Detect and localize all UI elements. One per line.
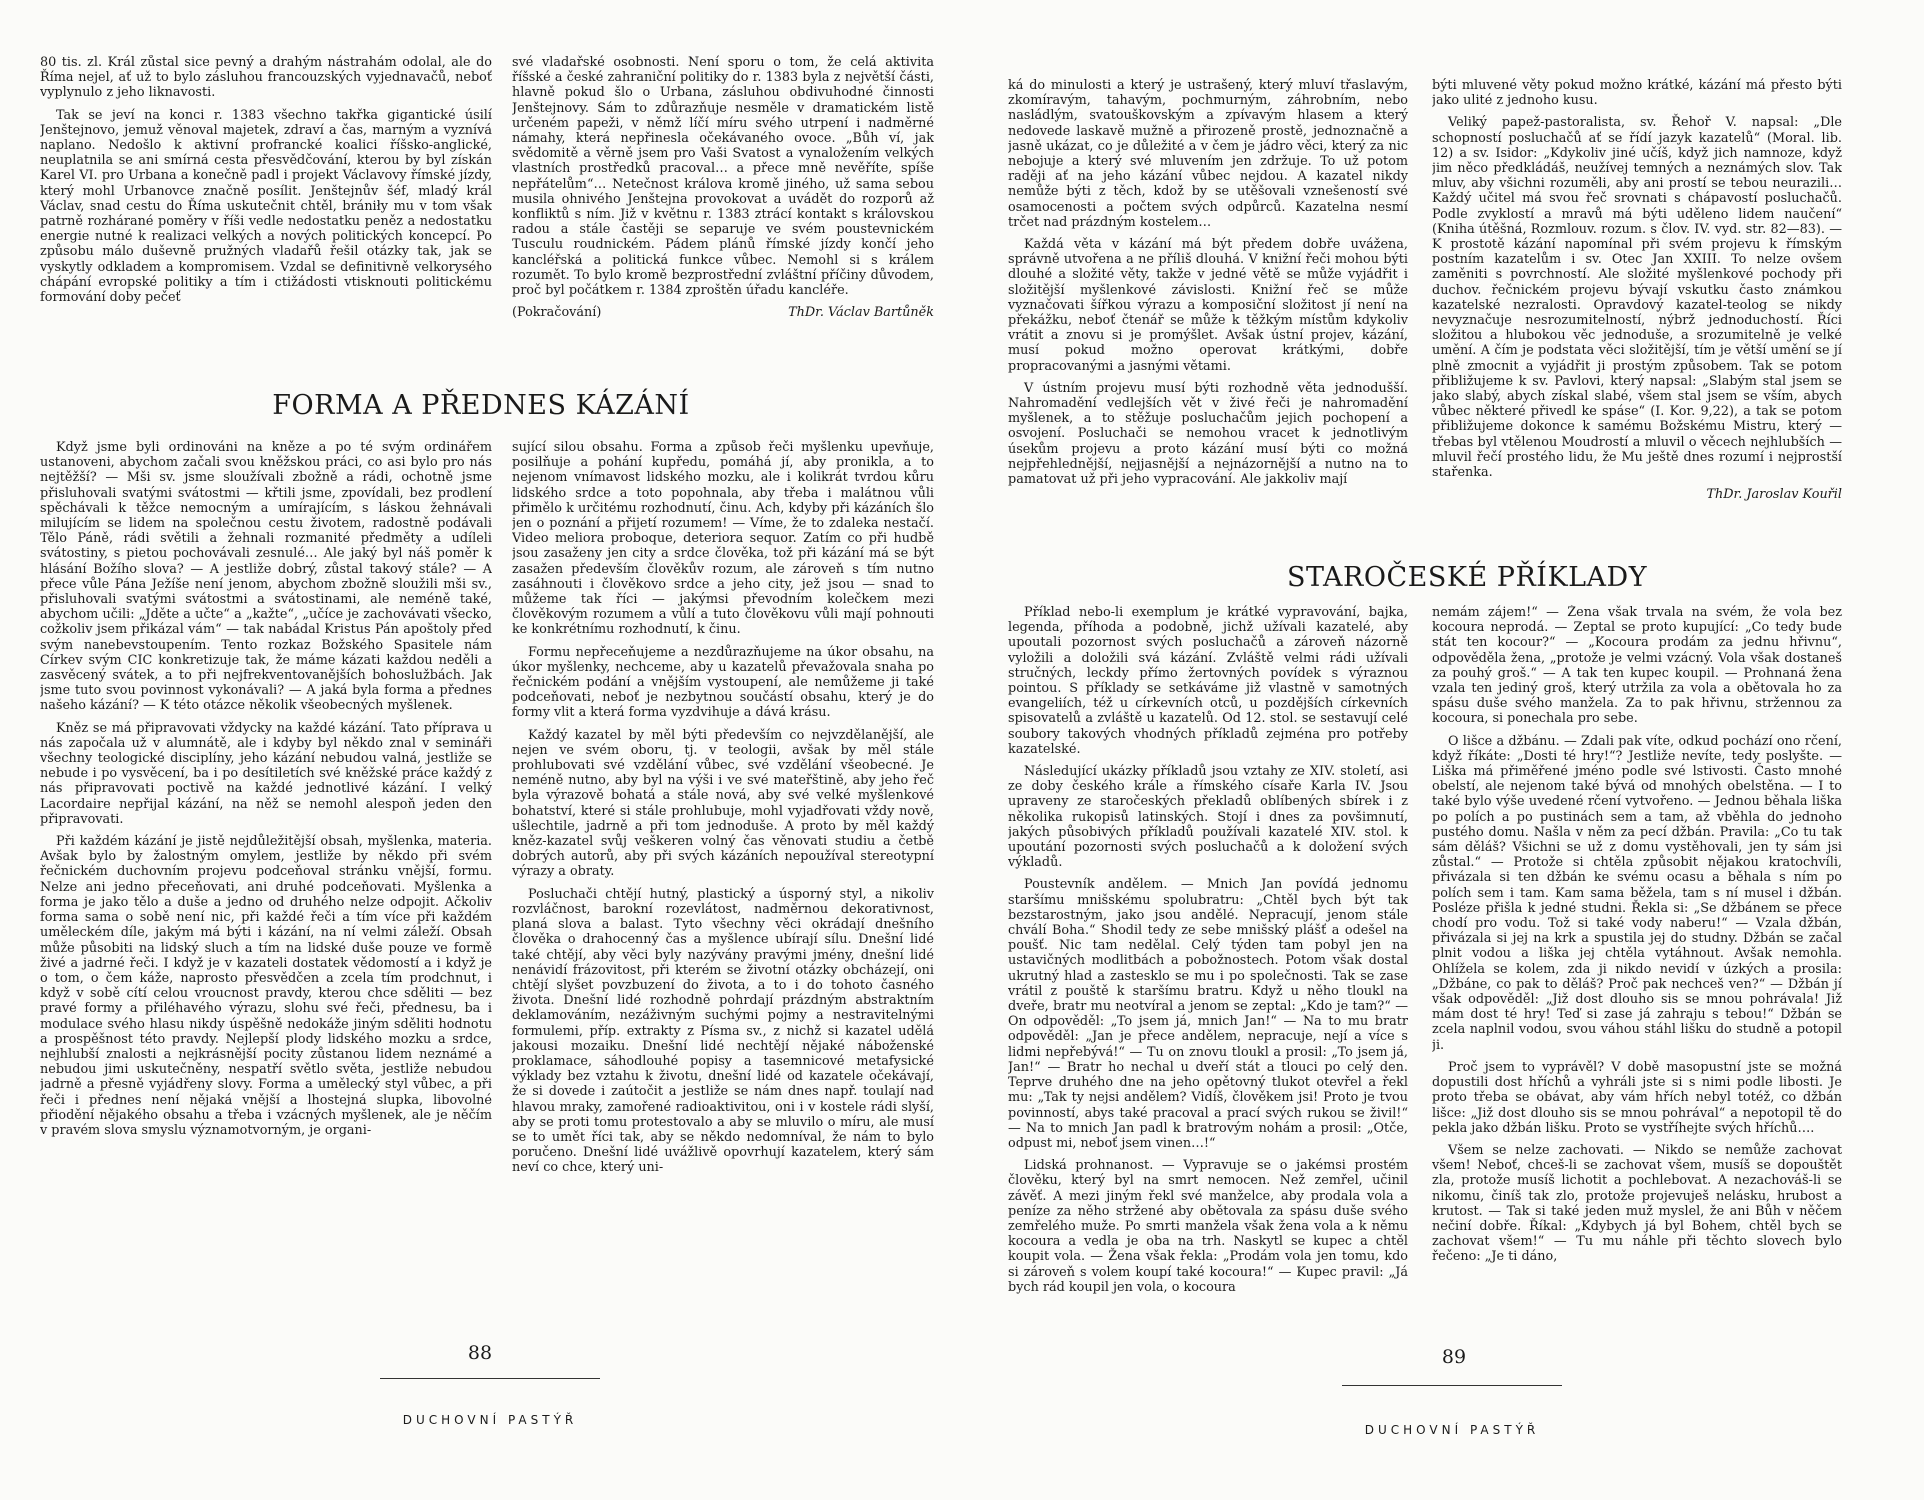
article-col1 [40, 440, 492, 1305]
paragraph: nemám zájem!“ — Žena však trvala na svém, že vola bez kocoura neprodá. — Zeptal se proto kupující: „Co tedy bude stát ten kocour?“ — „Kocoura prodám za jednu hřivnu“, odpověděla žena, „protože je velmi vzácný. Vola však dostaneš za pouhý groš.“ — A tak ten kupec koupil. — Prohnaná žena vzala ten jediný groš, který utržila za vola a obětovala ho za spásu duše svého manžela. Za to pak hřivnu, stržennou za kocoura, si ponechala pro sebe. [1432, 605, 1842, 727]
paragraph: 80 tis. zl. Král zůstal sice pevný a drahým nástrahám odolal, ale do Říma nejel, ať už to bylo zásluhou francouzských vyjednavačů, neboť vyplynulo z jeho liknavosti. [40, 55, 492, 101]
example-story: Všem se nelze zachovati. — Nikdo se nemůže zachovat všem! Neboť, chceš-li se zachovat všem, musíš se dopouštět zla, protože musíš lichotit a pochlebovat. A nezachováš-li se nikomu, činíš tak zlo, protože projevuješ nelásku, hrubost a krutost. — Tak si také jeden muž myslel, že ani Bůh v něčem nečiní dobře. Říkal: „Kdybych já byl Bohem, chtěl bych se zachovat všem!“ — Tu mu náhle při těchto slovech bylo řečeno: „Je ti dáno, [1432, 1142, 1842, 1265]
paragraph: Při každém kázání je jistě nejdůležitější obsah, myšlenka, materia. Avšak bylo by žalostným omylem, jestliže by někdo při svém řečnickém duchovním projevu podceňoval stránku vnější, formu. Nelze ani jedno přeceňovati, ani druhé podceňovati. Myšlenka a forma je jako tělo a duše a jedno od druhého nelze odpojit. Ačkoliv forma sama o sobě není nic, při každé řeči a tím více při každém uměleckém díle, jakým má býti i kázání, na ní velmi záleží. Obsah může působiti na lidský sluch a tím na lidské duše pouze ve formě živé a jadrné řeči. I když je v kazateli dostatek vědomostí a i když je o tom, o čem káže, naprosto přesvědčen a zcela tím prodchnut, i když v sobě cítí celou vroucnost pravdy, kterou chce sděliti — bez pravé formy a přiléhavého výrazu, slohu své řeči, přednesu, ba i modulace svého hlasu nikdy úspěšně nedokáže jiným sděliti hodnotu a prospěšnost této pravdy. Nejlepší plody lidského mozku a srdce, nejhlubší znalosti a nejkrásnější pocity zůstanou lidem neznámé a nebudou jimi uskutečněny, nespatří světlo světa, jestliže nebudou jadrně a přesně vyjádřeny slovy. Forma a umělecký styl vůbec, a při řeči i přednes není nějaká vnější a lhostejná slupka, libovolné přiodění nějakého obsahu a třeba i vzácných myšlenek, ale je něčím v pravém slova smyslu významotvorným, je organi- [40, 834, 492, 1138]
example-story: O lišce a džbánu. — Zdali pak víte, odkud pochází ono rčení, když říkáte: „Dosti té hry!“? Jestliže nevíte, tedy poslyšte. — Liška má přiměřené jméno podle své lstivosti. Často mnohé obelstí, ale nejenom také bývá od mnohých obelstěna. — I to také bylo výše uvedené rčení vytvořeno. — Jednou běhala liška po polích a po pustinách sem a tam, až vběhla do jednoho pustého domu. Našla v něm za pecí džbán. Pravila: „Co tu tak sám děláš? Všichni se už z domu vystěhovali, jen ty sám jsi zůstal.“ — Protože si chtěla způsobit nějakou kratochvíli, přivázala si ten džbán ke svému ocasu a běhala s ním po polích sem i tam. Kam sama běžela, tam s ní musel i džbán. Posléze přišla k jedné studni. Řekla si: „Se džbánem se přece chodí pro vodu. Tož si také vody naberu!“ — Vzala džbán, přivázala si jej na krk a spustila jej do studny. Džbán se začal plnit vodou a liška jej chtěla vytáhnout. Avšak nemohla. Ohlížela se kolem, zda ji nikdo nevidí v úzkých a prosila: „Džbáne, co pak to děláš? Proč pak nechceš ven?“ — Džbán jí však odpověděl: „Již dost dlouho sis se mnou pohrávala! Již mám dost té hry! Teď si zase já zahraju s tebou!“ Džbán se zcela naplnil vodou, svou váhou stáhl lišku do studně a potopil ji. [1432, 733, 1842, 1053]
paragraph: Každý kazatel by měl býti především co nejvzdělanější, ale nejen ve svém oboru, tj. v teologii, avšak by měl stále prohlubovati své vzdělání vůbec, své vzdělání všeobecné. Je neméně nutno, aby byl na výši i ve své mateřštině, aby jeho řeč byla výrazově bohatá a stále nová, aby své velké myšlenkové bohatství, které si stále prohlubuje, mohl vyjadřovati vždy nově, ušlechtile, jadrně a při tom jednoduše. A proto by měl každý kněz-kazatel svůj veškeren volný čas věnovati studiu a četbě dobrých autorů, aby při svých kázáních nepoužíval stereotypní výrazy a obraty. [512, 727, 934, 880]
paragraph: Když jsme byli ordinováni na kněze a po té svým ordinářem ustanoveni, abychom začali svou kněžskou práci, co asi bylo pro nás nejtěžší? — Mši sv. jsme sloužívali zbožně a rádi, ochotně jsme přisluhovali svatými svátostmi — křtili jsme, zpovídali, bez prodlení spěchávali k těžce nemocným a umírajícím, s láskou žehnávali milujícím se lidem na společnou cestu životem, radostně podávali Tělo Páně, rádi světili a žehnali rozmanité předměty a udíleli svátostiny, s pietou pochovávali zesnulé… Ale jaký byl náš poměr k hlásání Božího slova? — A jestliže dobrý, zůstal takový stále? — A přece vůle Pána Ježíše není jenom, abychom zbožně sloužili mši sv., přisluhovali svatými svátostmi a svátostinami, ale neméně také, abychom učili: „Jděte a učte“ a „kažte“, „učíce je zachovávati všecko, cožkoliv jsem přikázal vám“ — tak nabádal Kristus Pán apoštoly před svým nanebevstoupením. Tento rozkaz Božského Spasitele nám Církev svým CIC konkretizuje tak, že máme kázati každou neděli a zasvěcený svátek, a to při nejfrekventovanějších bohoslužbách. Jak jsme tuto svou povinnost vykonávali? — A jaká byla forma a přednes našeho kázání? — K této otázce několik všeobecných myšlenek. [40, 440, 492, 714]
running-footer: DUCHOVNÍ PASTÝŘ [402, 1413, 578, 1427]
paragraph: Každá věta v kázání má být předem dobře uvážena, správně utvořena a ne příliš dlouhá. V knižní řeči mohou býti dlouhé a složité věty, takže v jedné větě se může vyjádřit i složitější myšlenkové závislosti. Knižní řeč se může vyznačovati šířkou výrazu a komposiční složitost jí není na překážku, neboť čtenář se může k těžkým místům kdykoliv vrátit a znovu si je promýšlet. Avšak ústní projev, kázání, musí pokud možno operovat krátkými, dobře propracovanými a jasnými větami. [1008, 237, 1408, 374]
paragraph: ká do minulosti a který je ustrašený, který mluví třaslavým, zkomíravým, tahavým, pochmurným, záhrobním, nebo nasládlým, svatouškovským a zpívavým hlasem a který nedovede laskavě mužně a přirozeně prostě, jednoznačně a jasně ukázat, co je důležité a v čem je jádro věci, který za nic nebojuje a který své mluvením jen zdržuje. To už potom raději ať na jeho kázání vůbec nejdou. A kazatel nikdy nemůže býti z těch, kdož by se utěšovali vznešeností své osamocenosti a počtem svých odpůrců. Kazatelna nesmí trčet nad prázdným kostelem… [1008, 78, 1408, 230]
signature-row [512, 305, 934, 320]
paragraph: Proč jsem to vyprávěl? V době masopustní jste se možná dopustili dost hříchů a vyhráli jste si s nimi podle libosti. Je proto třeba se obávat, aby vám hřích nebyl totéž, co džbán lišce: „Již dost dlouho sis se mnou pohrával“ a nepotopil tě do pekla jako džbán lišku. Proto se vystříhejte svých hříchů…. [1432, 1059, 1842, 1136]
page-number: 89 [1441, 1346, 1467, 1368]
article-continuation-col2 [1432, 78, 1842, 538]
example-story: Poustevník andělem. — Mnich Jan povídá jednomu staršímu mnišskému spolubratru: „Chtěl bych být tak bezstarostným, jako jsou andělé. Nepracují, jenom stále chválí Boha.“ Shodil tedy ze sebe mnišský plášť a odešel na poušť. Nic tam nedělal. Celý týden tam pobyl jen na ustavičných modlitbách a pobožnostech. Potom však dostal ukrutný hlad a zastesklo se mu i po společnosti. Tak se zase vrátil z pouště k staršímu bratru. Když u něho tloukl na dveře, bratr mu neotvíral a jenom se zeptal: „Kdo je tam?“ — On odpověděl: „To jsem já, mnich Jan!“ — Na to mu bratr odpověděl: „Jan je přece andělem, nepracuje, nejí a více s lidmi nepřebývá!“ — Tu on znovu tloukl a prosil: „To jsem já, Jan!“ — Bratr ho nechal u dveří stát a tlouci po celý den. Teprve druhého dne na jeho opětovný tlukot otevřel a řekl mu: „Tak ty nejsi andělem? Vidíš, člověkem jsi! Proto je tvou povinností, abys také pracoval a prací svých rukou se živil!“ — Na to mnich Jan padl k bratrovým nohám a prosil: „Otče, odpust mi, neboť jsem vinen…!“ [1008, 877, 1408, 1151]
page-89 [962, 0, 1924, 1500]
paragraph: V ústním projevu musí býti rozhodně věta jednodušší. Nahromadění vedlejších vět v živé řeči je nahromadění myšlenek, a to stěžuje posluchačům jejich pochopení a osvojení. Posluchači se nemohou vracet k jednotlivým úsekům projevu a proto kázání musí býti co možná nejpřehlednější, nejjasnější a nejnázornější a nutno na to pamatovat už při jeho vypracování. Ale jakkoliv mají [1008, 380, 1408, 488]
paragraph: sující silou obsahu. Forma a způsob řeči myšlenku upevňuje, posilňuje a pohání kupředu, pomáhá jí, aby pronikla, a to nejenom vnímavost lidského mozku, ale i kolikrát tvrdou kůru lidského srdce a toto popohnala, aby třeba i malátnou vůli přimělo k určitému rozhodnutí, činu. Ach, kdyby při kázáních šlo jen o poznání a přijetí rozumem! — Víme, že to zdaleka nestačí. Video meliora proboque, deteriora sequor. Zatím co při hudbě jsou zasaženy jen city a srdce člověka, tož při kázání má se být zasažen především člověkův rozum, ale zároveň s tím nutno zasáhnouti i člověkovo srdce a jeho city, jež jsou — snad to můžeme tak říci — jakýmsi převodním kolečkem mezi člověkovým rozumem a vůlí a tuto člověkovu vůli mají pohnouti ke konkrétnímu rozhodnutí, k činu. [512, 440, 934, 638]
article-col1 [1008, 605, 1408, 1330]
page-number: 88 [467, 1342, 493, 1364]
author-signature: ThDr. Jaroslav Kouřil [1706, 487, 1842, 503]
article-continuation-col2 [512, 55, 934, 375]
continued-note: (Pokračování) [512, 305, 602, 321]
running-footer: DUCHOVNÍ PASTÝŘ [1364, 1423, 1540, 1437]
paragraph: Posluchači chtějí hutný, plastický a úsporný styl, a nikoliv rozvláčnost, barokní rozevlátost, nadměrnou dekorativnost, planá slova a balast. Tyto všechny věci okrádají dnešního člověka o drahocenný čas a myšlence ubírají sílu. Dnešní lidé také chtějí, aby věci byly nazývány pravými jmény, dnešní lidé nenávidí frázovitost, při kterém se životní otázky obcházejí, oni chtějí slyšet povzbuzení do života, a to i do tohoto časného života. Dnešní lidé rozhodně pohrdají prázdným abstraktním deklamováním, nezáživným suchými pojmy a nestravitelnými formulemi, příp. extrakty z Písma sv., z nichž si kazatel udělá jakousi mozaiku. Dnešní lidé nechtějí nějaké náboženské proklamace, sáhodlouhé popisy a tasemnicové metafysické výklady bez vztahu k životu, dnešní lidé od kazatele očekávají, že si dovede i zaútočit a jestliže se nám dnes např. toulají nad hlavou mraky, zamořené radioaktivitou, oni i v kostele rádi slyší, aby se proti tomu protestovalo a aby se mluvilo o míru, ale musí se to umět říci tak, aby se někdo nedomníval, že nám to bylo poručeno. Dnešní lidé uvážlivě opovrhují kazatelem, který sám neví co chce, který uni- [512, 886, 934, 1176]
author-signature: ThDr. Václav Bartůněk [788, 305, 934, 321]
paragraph: Kněz se má připravovati vždycky na každé kázání. Tato příprava u nás započala už v alumnátě, ale i kdyby byl někdo znal v semináři všechny teologické disciplíny, jeho kázání nebudou valná, jestliže se nebude i po vysvěcení, ba i po desítiletích své kněžské práce každý z nás připravovati poctivě na každé jednotlivé kázání. I velký Lacordaire nepřijal kázání, na něž se nemohl alespoň jeden den připravovati. [40, 720, 492, 827]
paragraph: býti mluvené věty pokud možno krátké, kázání má přesto býti jako ulité z jednoho kusu. [1432, 78, 1842, 109]
paragraph: Příklad nebo-li exemplum je krátké vypravování, bajka, legenda, příhoda a podobně, jichž užívali kazatelé, aby upoutali pozornost svých posluchačů a zároveň názorně vyložili a doložili svá kázání. Zvláště velmi rádi užívali stručných, leckdy přímo žertovných povídek s výraznou pointou. S příklady se setkáváme již vlastně v samotných evangeliích, též u církevních otců, u pozdějších církevních spisovatelů a zvláště u kazatelů. Od 12. stol. se sestavují celé soubory takových vhodných příkladů zejména pro potřeby kazatelské. [1008, 605, 1408, 757]
article-col2 [1432, 605, 1842, 1330]
paragraph: Následující ukázky příkladů jsou vztahy ze XIV. století, asi ze doby českého krále a římského císaře Karla IV. Jsou upraveny ze staročeských překladů oblíbených sbírek i z několika rukopisů latinských. Stojí i dnes za povšimnutí, jakých působivých příkladů používali kazatelé XIV. stol. k upoutání pozornosti svých posluchačů a k doložení svých výkladů. [1008, 764, 1408, 871]
paragraph: své vladařské osobnosti. Není sporu o tom, že celá aktivita říšské a české zahraniční politiky do r. 1383 byla z největší části, hlavně pokud šlo o Urbana, zásluhou obdivuhodné činnosti Jenštejnovy. Sám to zdůrazňuje nesměle v dramatickém listě určeném papeži, v němž líčí míru svého utrpení i nadměrné námahy, která nepřinesla očekávaného ovoce. „Bůh ví, jak svědomitě a věrně jsem pro Vaši Svatost a vynaložením velkých vlastních prostředků pracoval… a přece mně nevěříte, spíše nepřátelům“… Netečnost králova kromě jiného, už sama sebou musila ohnivého Jenštejna provokovat a uvádět do rozporů až konfliktů s ním. Již v květnu r. 1383 ztrácí kontakt s královskou radou a stále častěji se separuje ve svém poustevnickém Tusculu roudnickém. Pádem plánů římské jízdy končí jeho kancléřská a politická funkce vůbec. Nemohl si s králem rozumět. To bylo kromě bezprostřední zvláštní příčiny důvodem, proč byl počátkem r. 1384 zproštěn úřadu kancléře. [512, 55, 934, 299]
article-title: FORMA A PŘEDNES KÁZÁNÍ [272, 390, 690, 421]
example-story: Lidská prohnanost. — Vypravuje se o jakémsi prostém člověku, který byl na smrt nemocen. Než zemřel, učinil závěť. A mezi jiným řekl své manželce, aby prodala vola a peníze za něho stržené aby obětovala za spásu duše svého zemřelého muže. Po smrti manžela však žena vola a k němu kocoura a vedla je oba na trh. Naskytl se kupec a chtěl koupit vola. — Žena však řekla: „Prodám vola jen tomu, kdo si zároveň s volem koupí také kocoura!“ — Kupec pravil: „Já bych rád koupil jen vola, o kocoura [1008, 1158, 1408, 1295]
article-continuation-col1 [40, 55, 492, 360]
article-col2 [512, 440, 934, 1305]
article-continuation-col1 [1008, 78, 1408, 548]
paragraph: Formu nepřeceňujeme a nezdůrazňujeme na úkor obsahu, na úkor myšlenky, nechceme, aby u kazatelů převažovala snaha po řečnickém podání a vnějším vystoupení, ale nemůžeme ji také podceňovati, neboť je nezbytnou součástí obsahu, který je do formy vlit a která forma vyzdvihuje a dává krásu. [512, 644, 934, 721]
article-title: STAROČESKÉ PŘÍKLADY [1286, 562, 1648, 593]
paragraph: Veliký papež-pastoralista, sv. Řehoř V. napsal: „Dle schopností posluchačů ať se řídí jazyk kazatelů“ (Moral. lib. 12) a sv. Isidor: „Kdykoliv jiné učíš, když jich namnoze, když jim něco předkládáš, neužívej temných a neznámých slov. Tak mluv, aby všichni rozuměli, aby ani prostí se tebou neurazili… Každý učitel má svou řeč srovnati s chápavostí posluchačů. Podle zvyklostí a mravů má býti uděleno lidem naučení“ (Kniha útěšná, Rozmlouv. rozum. s člov. IV. vyd. str. 82—83). — K prostotě kázání napomínal při svém projevu k římským postním kazatelům i sv. Otec Jan XXIII. To nelze ovšem zaměniti s povrchností. Ale složité myšlenkové pochody při duchov. řečnickém projevu bývají vskutku často známkou kazatelské nezralosti. Opravdový kazatel-teolog se nikdy nevyznačuje nesrozumitelností, nýbrž jednoduchostí. Říci složitou a hlubokou věc jednoduše, a srozumitelně je velké umění. A čím je podstata věci složitější, tím je větší umění se jí plně zmocnit a vyjádřit ji prostým způsobem. Tak se potom přibližujeme k sv. Pavlovi, který napsal: „Slabým stal jsem se jako slabý, abych získal slabé, všem stal jsem se vším, abych vůbec některé přivedl ke spáse“ (I. Kor. 9,22), a tak se potom přibližujeme dokonce k samému Božskému Mistru, který — třebas byl vtělenou Moudrostí a mluvil o věcech nejhlubších — mluvil řečí prostého lidu, že Mu ještě dnes rozumí i nejprostší stařenka. [1432, 115, 1842, 481]
footer-rule [380, 1378, 600, 1379]
paragraph: Tak se jeví na konci r. 1383 všechno takřka gigantické úsilí Jenštejnovo, jemuž věnoval majetek, zdraví a čas, marným a vyznívá naplano. Nedošlo k aktivní profrancké koalici říšsko-anglické, neuplatnila se ani smírná cesta přesvědčování, kterou by byl získán Karel VI. pro Urbana a konečně padl i projekt Václavovy římské jízdy, který mohl Urbanovce značně posílit. Jenštejnův šéf, mladý král Václav, snad cestu do Říma uskutečnit chtěl, brániły mu v tom však patrně rozhárané poměry v říši vedle nedostatku peněz a nedostatku energie nutné k realizaci velkých a nových politických koncepcí. Po způsobu málo duševně pružných vladařů řešil otázky tak, jak se vyskytly odkladem a kompromisem. Vzdal se definitivně velkorysého chápání evropské politiky a tím i ctižádosti vtisknouti politickému formování doby pečeť [40, 107, 492, 306]
footer-rule [1342, 1385, 1562, 1386]
